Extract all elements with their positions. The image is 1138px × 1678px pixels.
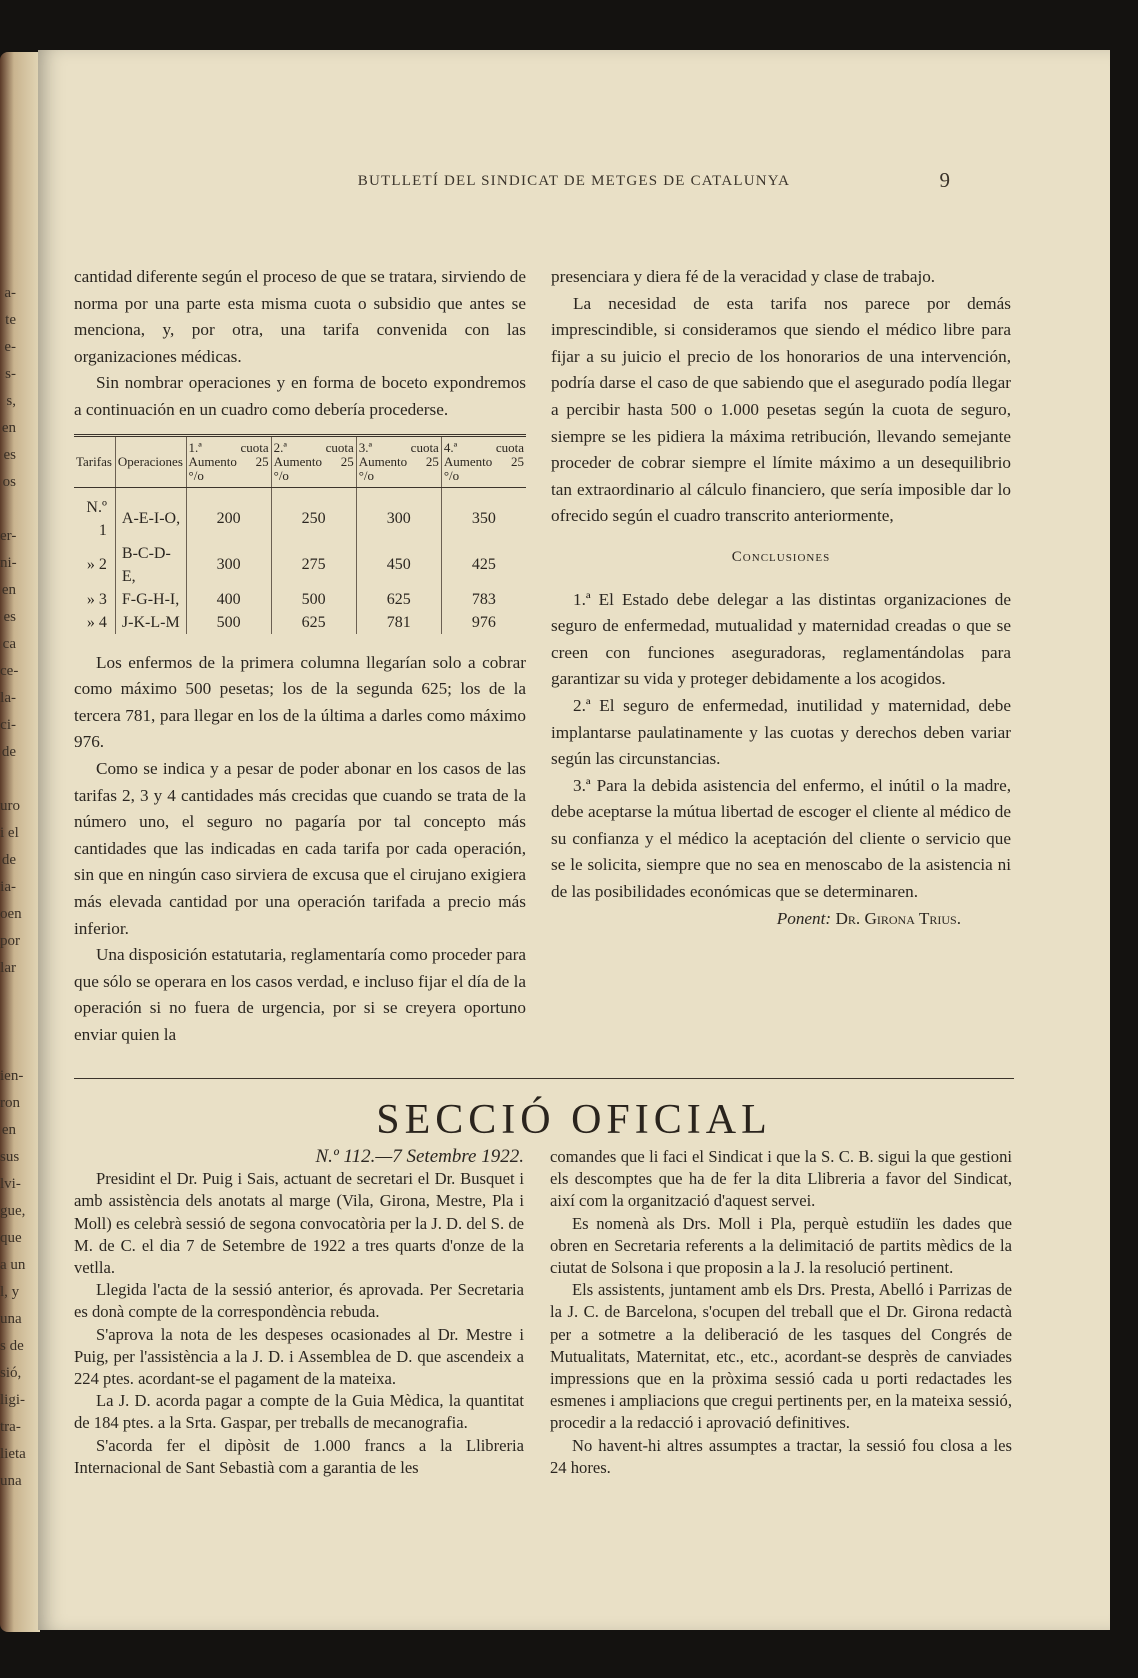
- table-header: 3.ª cuota Aumento 25 °/o: [356, 435, 441, 487]
- paragraph: La J. D. acorda pagar a compte de la Guia Mèdica, la quantitat de 184 ptes. a la Srta. Gaspar, per treballs de mecanografia.: [74, 1391, 524, 1433]
- table-cell: 400: [186, 588, 271, 611]
- edge-fragment: de: [1, 744, 16, 760]
- paragraph: comandes que li faci el Sindicat i que la S. C. B. sigui la que gestioni els descomptes que ha de fer la dita Llibreria a favor del Sindicat, així com la organització d'aquest servei.: [550, 1147, 1012, 1211]
- paragraph: No havent-hi altres assumptes a tractar, la sessió fou closa a les 24 hores.: [550, 1435, 1012, 1477]
- edge-fragment: er-: [0, 528, 17, 544]
- table-cell: B-C-D-E,: [115, 542, 186, 588]
- table-cell: A-E-I-O,: [115, 487, 186, 542]
- edge-fragment: es: [3, 447, 16, 463]
- edge-fragment: ron: [0, 1095, 20, 1111]
- edge-fragment: [0, 1009, 16, 1036]
- table-header: Operaciones: [115, 435, 186, 487]
- edge-fragment: por: [0, 933, 20, 949]
- edge-fragment: lvi-: [0, 1176, 21, 1192]
- edge-fragment: una: [0, 1311, 22, 1327]
- tariff-table-wrapper: [74, 434, 526, 634]
- edge-fragment: a un: [0, 1257, 26, 1273]
- conclusions-heading: Conclusiones: [731, 548, 831, 565]
- table-cell: » 2: [86, 556, 107, 574]
- table-cell: 625: [271, 611, 356, 634]
- table-cell: 300: [356, 487, 441, 542]
- edge-fragment: ce-: [0, 663, 19, 679]
- section-title: SECCIÓ OFICIAL: [376, 1097, 772, 1143]
- edge-fragment: ien-: [0, 1068, 24, 1084]
- edge-fragment: lar: [0, 960, 16, 976]
- paragraph: Es nomenà als Drs. Moll i Pla, perquè estudiïn les dades que obren en Secretaria referents a la delimitació de partits mèdics de la ciutat de Solsona i que proposin a la J. la resolució pertinent.: [550, 1213, 1012, 1278]
- edge-fragment: oen: [0, 906, 22, 922]
- table-cell: N.º 1: [86, 498, 107, 539]
- edge-fragment: ca: [2, 636, 16, 652]
- paragraph: cantidad diferente según el proceso de que se tratara, sirviendo de norma por una parte esta misma cuota o subsidio que antes se menciona, y, por otra, una tarifa convenida con las organizaciones médicas.: [74, 267, 526, 366]
- edge-fragment: [0, 982, 16, 1009]
- table-row: [74, 542, 526, 588]
- paragraph: Sin nombrar operaciones y en forma de boceto expondremos a continuación en un cuadro como debería procederse.: [74, 373, 526, 419]
- edge-fragment: es: [3, 609, 16, 625]
- edge-fragment: la-: [0, 690, 16, 706]
- edge-fragment: s de: [0, 1338, 24, 1354]
- edge-fragment: lieta: [0, 1446, 26, 1462]
- edge-fragment: ia-: [0, 879, 16, 895]
- adjacent-page-fragments: [0, 280, 26, 1495]
- edge-fragment: uro: [0, 798, 20, 814]
- paragraph: S'aprova la nota de les despeses ocasionades al Dr. Mestre i Puig, per l'assistència a la J. D. i Assemblea de D. que ascendeix a 224 ptes. acordant-se el pagament de la mateixa.: [74, 1324, 524, 1389]
- table-row: [74, 588, 526, 611]
- running-title: BUTLLETÍ DEL SINDICAT DE METGES DE CATALUNYA: [357, 173, 791, 189]
- edge-fragment: gue,: [0, 1203, 26, 1219]
- table-header: 1.ª cuota Aumento 25 °/o: [186, 435, 271, 487]
- table-cell: 275: [271, 542, 356, 588]
- edge-fragment: [0, 1036, 16, 1063]
- table-row: [74, 611, 526, 634]
- left-column-bottom: [74, 1146, 524, 1479]
- table-cell: 200: [186, 487, 271, 542]
- edge-fragment: que: [0, 1230, 22, 1246]
- edge-fragment: en: [1, 420, 16, 436]
- table-cell: 783: [441, 588, 526, 611]
- table-cell: 425: [441, 542, 526, 588]
- section-divider: [74, 1078, 1014, 1079]
- edge-fragment: en: [1, 582, 16, 598]
- paragraph: La necesidad de esta tarifa nos parece por demás imprescindible, si consideramos que siendo el médico libre para fijar a su juicio el precio de los honorarios de una intervención, podría darse el caso de que sabiendo que el asegurado podía llegar a percibir hasta 500 o 1.000 pesetas según la cuota de seguro, siempre se les pidiera la máxima retribución, llevando semejante proceder de cobrar siempre el límite máximo a un desequilibrio tan extraordinario al cálculo financiero, que sería imposible dar lo ofrecido según el cuadro transcrito anteriormente,: [551, 293, 1011, 526]
- table-cell: 250: [271, 487, 356, 542]
- edge-fragment: sus: [0, 1149, 20, 1165]
- paragraph: S'acorda fer el dipòsit de 1.000 francs a la Llibreria Internacional de Sant Sebastià com a garantia de les: [74, 1435, 524, 1477]
- edge-fragment: te: [5, 312, 16, 328]
- table-cell: 300: [186, 542, 271, 588]
- table-cell: F-G-H-I,: [115, 588, 186, 611]
- conclusion-item: 3.ª Para la debida asistencia del enfermo, el inútil o la madre, debe aceptarse la mútua libertad de escoger el cliente al médico de su confianza y el médico la aceptación del cliente o servicio que se le solicita, siempre que no sea en menoscabo de la asistencia ni de las posibilidades económicas que se determinaren.: [551, 775, 1011, 902]
- table-row: [74, 487, 526, 542]
- edge-fragment: e-: [4, 339, 16, 355]
- paragraph: presenciara y diera fé de la veracidad y clase de trabajo.: [551, 267, 936, 286]
- table-cell: 500: [186, 611, 271, 634]
- table-cell: J-K-L-M: [115, 611, 186, 634]
- right-column-top: [551, 264, 1011, 932]
- edge-fragment: l, y: [0, 1284, 20, 1300]
- paragraph: Presidint el Dr. Puig i Sais, actuant de secretari el Dr. Busquet i amb assistència dels anotats al marge (Vila, Girona, Mestre, Pla i Moll) es celebrà sessió de segona convocatòria per la J. D. del S. de M. de C. el dia 7 de Setembre de 1922 a tres quarts d'onze de la vetlla.: [74, 1169, 524, 1278]
- edge-fragment: ligi-: [0, 1392, 25, 1408]
- table-cell: 500: [271, 588, 356, 611]
- table-cell: » 4: [86, 613, 107, 631]
- paragraph: Los enfermos de la primera columna llegarían solo a cobrar como máximo 500 pesetas; los de la segunda 625; los de la tercera 781, para llegar en los de la última a darles como máximo 976.: [74, 652, 526, 752]
- table-header: Tarifas: [74, 435, 115, 487]
- edge-fragment: [0, 766, 16, 793]
- edge-fragment: de: [1, 852, 16, 868]
- tariff-table: [74, 434, 526, 634]
- edge-fragment: en: [1, 1122, 16, 1138]
- left-column-top: [74, 264, 526, 1048]
- edge-fragment: una: [0, 1473, 22, 1489]
- page-number: 9: [939, 168, 950, 192]
- table-header: 4.ª cuota Aumento 25 °/o: [441, 435, 526, 487]
- edge-fragment: ni-: [0, 555, 17, 571]
- conclusion-item: 1.ª El Estado debe delegar a las distintas organizaciones de seguro de enfermedad, mutualidad y maternidad creadas o que se creen con funciones aseguradoras, reglamentándolas para garantizar su vida y proteger debidamente a los acogidos.: [551, 589, 1011, 689]
- edge-fragment: s,: [6, 393, 16, 409]
- paragraph: Como se indica y a pesar de poder abonar en los casos de las tarifas 2, 3 y 4 cantidades más crecidas que cuando se trata de la número uno, el seguro no pagaría por tal concepto más cantidades que las indicadas en cada tarifa por cada operación, sin que en ningún caso sirviera de excusa que el cirujano exigiera más elevada cantidad por una operación tarifada a precio más inferior.: [74, 758, 526, 938]
- ponent-label: Ponent:: [776, 908, 832, 928]
- edge-fragment: s-: [5, 366, 16, 382]
- table-header: 2.ª cuota Aumento 25 °/o: [271, 435, 356, 487]
- edge-fragment: i el: [0, 825, 19, 841]
- document-page: [38, 50, 1110, 1630]
- table-cell: 625: [356, 588, 441, 611]
- ponent-name: Dr. Girona Trius.: [835, 908, 961, 928]
- table-cell: » 3: [86, 590, 107, 608]
- table-cell: 350: [441, 487, 526, 542]
- table-cell: 781: [356, 611, 441, 634]
- edge-fragment: a-: [4, 285, 16, 301]
- edge-fragment: [0, 496, 16, 523]
- conclusion-item: 2.ª El seguro de enfermedad, inutilidad y maternidad, debe implantarse paulatinamente y las cuotas y derechos deben variar según las circunstancias.: [551, 695, 1011, 769]
- right-column-bottom: [550, 1146, 1012, 1479]
- paragraph: Els assistents, juntament amb els Drs. Presta, Abelló i Parrizas de la J. C. de Barcelona, s'ocupen del treball que el Dr. Girona redactà per a sotmetre a la deliberació de les tasques del Congrés de Mutualitats, Maternitat, etc., etc., acordant-se desprès de canviades impressions que en la pròxima sessió cada u porti redactades les esmenes i ampliacions que cregui pertinents per, en la mateixa sessió, procedir a la redacció i aprovació definitives.: [550, 1280, 1012, 1433]
- edge-fragment: sió,: [0, 1365, 22, 1381]
- paragraph: Una disposición estatutaria, reglamentaría como proceder para que sólo se operara en los casos verdad, e incluso fijar el día de la operación si no fuera de urgencia, por si se creyera oportuno enviar quien la: [74, 945, 526, 1044]
- table-cell: 976: [441, 611, 526, 634]
- ponent-signature: [551, 906, 1011, 933]
- edge-fragment: os: [2, 474, 16, 490]
- table-cell: 450: [356, 542, 441, 588]
- paragraph: Llegida l'acta de la sessió anterior, és aprovada. Per Secretaria es donà compte de la correspondència rebuda.: [74, 1280, 524, 1322]
- edge-fragment: tra-: [0, 1419, 21, 1435]
- edge-fragment: ci-: [0, 717, 16, 733]
- session-dateline: N.º 112.—7 Setembre 1922.: [315, 1146, 524, 1167]
